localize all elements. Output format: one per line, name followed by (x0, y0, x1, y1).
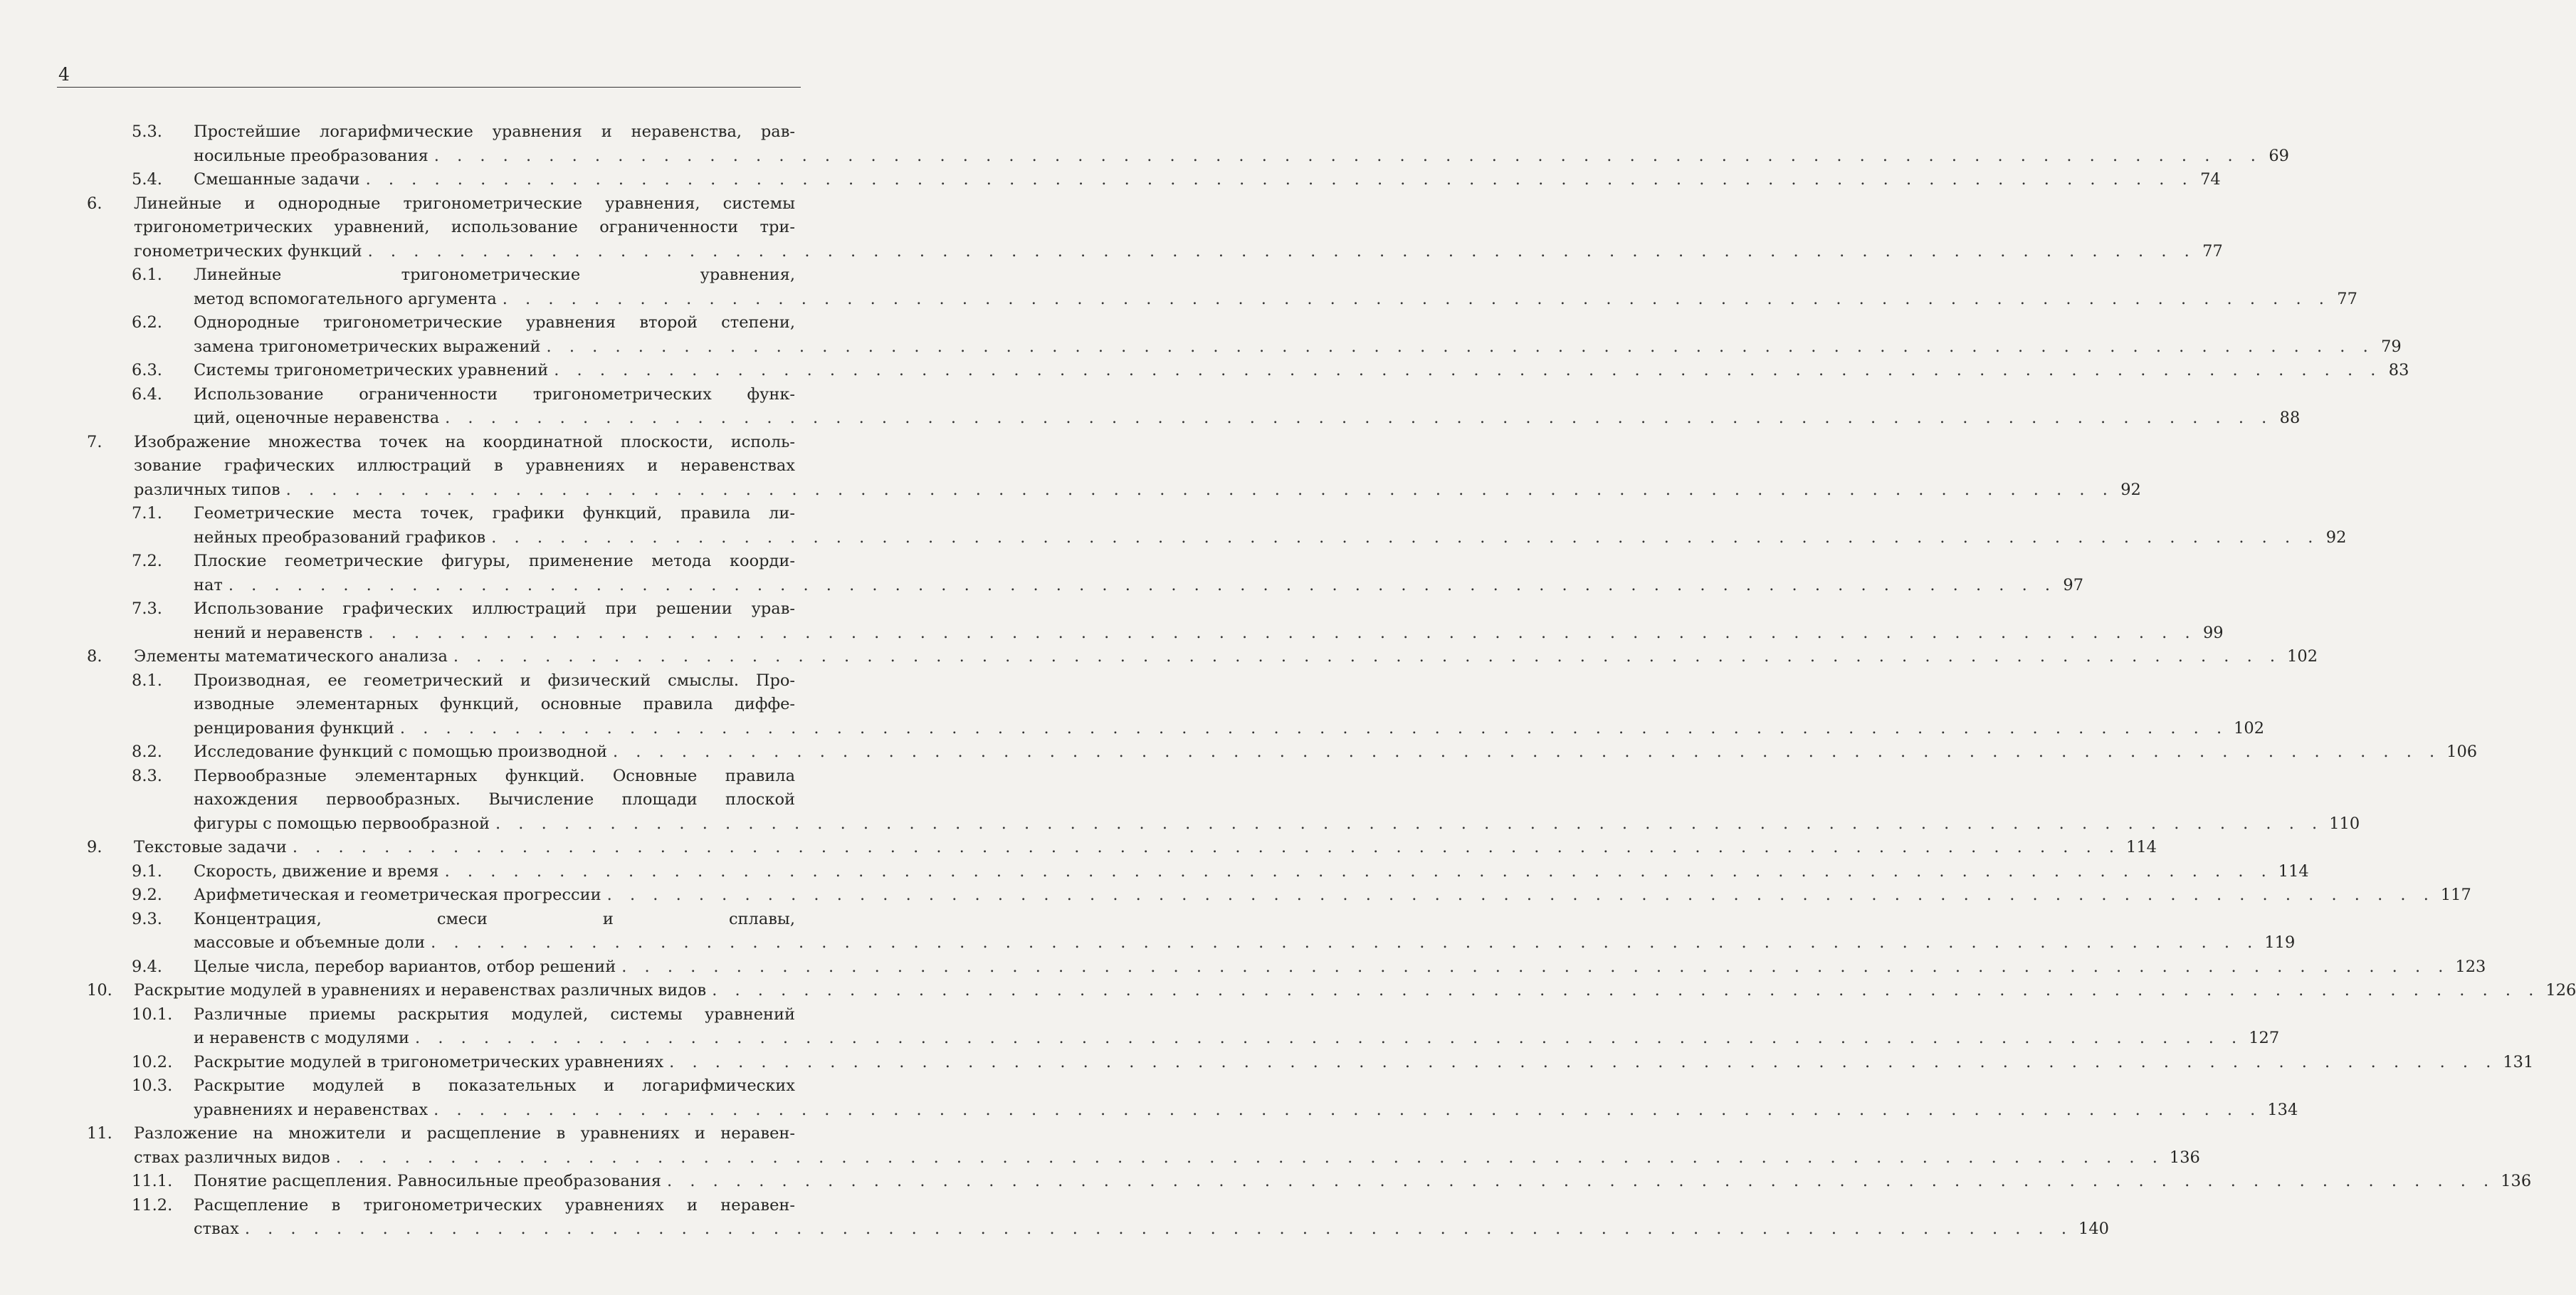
dot-leader: . . . . . . . . . . . . . . . . . . . . . . . . . . . . . . . . . . . . . . . . . . . . . . . . . . . . . . . . . . . . . . . . . . . . . . . . . . . . . . . . (244, 1220, 2073, 1238)
dot-leader: . . . . . . . . . . . . . . . . . . . . . . . . . . . . . . . . . . . . . . . . . . . . . . . . . . . . . . . . . . . . . . . . . . . . . . . . . . . . . . . . (495, 814, 2324, 833)
toc-entry-title: Раскрытие модулей в показательных и логарифмических (194, 1076, 795, 1095)
toc-entry-title: тригонометрических уравнений, использование ограниченности три- (134, 218, 795, 236)
toc-page-number: 114 (2278, 861, 2309, 881)
toc-entry-number: 6.2. (132, 313, 162, 332)
toc-entry-title: Использование графических иллюстраций при решении урав- (194, 599, 795, 618)
toc-entry-title: Смешанные задачи (194, 170, 360, 189)
toc-entry-number: 8.1. (132, 671, 162, 690)
toc-entry-title: метод вспомогательного аргумента (194, 289, 497, 308)
dot-leader: . . . . . . . . . . . . . . . . . . . . . . . . . . . . . . . . . . . . . . . . . . . . . . . . . . . . . . . . . . . . . . . . . . . . . . . . . . . . . . . . (453, 647, 2282, 666)
toc-entry-title: Элементы математического анализа (134, 647, 448, 666)
toc-page-number: 88 (2279, 409, 2301, 427)
toc-entry-title: Разложение на множители и расщепление в уравнениях и неравен- (134, 1124, 795, 1143)
toc-page-number: 136 (2501, 1172, 2532, 1190)
toc-entry-number: 7.3. (132, 599, 162, 618)
dot-leader: . . . . . . . . . . . . . . . . . . . . . . . . . . . . . . . . . . . . . . . . . . . . . . . . . . . . . . . . . . . . . . . . . . . . . . . . . . . . . . . . (292, 838, 2121, 856)
toc-page-number: 92 (2120, 480, 2141, 499)
toc-page-number: 79 (2381, 337, 2402, 356)
toc-entry-title: Первообразные элементарных функций. Основные правила (194, 766, 795, 785)
toc-entry-number: 5.3. (132, 122, 162, 141)
dot-leader: . . . . . . . . . . . . . . . . . . . . . . . . . . . . . . . . . . . . . . . . . . . . . . . . . . . . . . . . . . . . . . . . . . . . . . . . . . . . . . . . (367, 241, 2196, 261)
dot-leader: . . . . . . . . . . . . . . . . . . . . . . . . . . . . . . . . . . . . . . . . . . . . . . . . . . . . . . . . . . . . . . . . . . . . . . . . . . . . . . . . (612, 743, 2441, 761)
toc-page-number: 126 (2545, 981, 2576, 1000)
toc-page-number: 123 (2455, 957, 2486, 976)
toc-entry-title: массовые и объемные доли (194, 933, 426, 952)
toc-entry-title: Простейшие логарифмические уравнения и неравенства, рав- (194, 122, 795, 141)
toc-entry-title: и неравенств с модулями (194, 1029, 410, 1047)
toc-page-number: 99 (2202, 623, 2224, 642)
toc-entry-title: замена тригонометрических выражений (194, 337, 541, 356)
toc-entry-title: Раскрытие модулей в уравнениях и неравенствах различных видов (134, 981, 707, 1000)
dot-leader: . . . . . . . . . . . . . . . . . . . . . . . . . . . . . . . . . . . . . . . . . . . . . . . . . . . . . . . . . . . . . . . . . . . . . . . . . . . . . . . . (491, 528, 2320, 547)
toc-page-number: 119 (2264, 933, 2296, 952)
toc-entry-title: Арифметическая и геометрическая прогрессии (194, 886, 601, 904)
header-rule (57, 87, 801, 88)
toc-entry-number: 7. (87, 432, 102, 451)
dot-leader: . . . . . . . . . . . . . . . . . . . . . . . . . . . . . . . . . . . . . . . . . . . . . . . . . . . . . . . . . . . . . . . . . . . . . . . . . . . . . . . . (502, 289, 2330, 308)
dot-leader: . . . . . . . . . . . . . . . . . . . . . . . . . . . . . . . . . . . . . . . . . . . . . . . . . . . . . . . . . . . . . . . . . . . . . . . . . . . . . . . . (621, 957, 2450, 976)
dot-leader: . . . . . . . . . . . . . . . . . . . . . . . . . . . . . . . . . . . . . . . . . . . . . . . . . . . . . . . . . . . . . . . . . . . . . . . . . . . . . . . . (444, 861, 2273, 881)
toc-entry-title: Концентрация, смеси и сплавы, (194, 909, 795, 928)
toc-entry-title: Исследование функций с помощью производной (194, 743, 607, 761)
page-number: 4 (58, 64, 70, 85)
toc-entry-title: носильные преобразования (194, 146, 429, 165)
toc-page-number: 74 (2200, 170, 2221, 189)
toc-page-number: 136 (2169, 1148, 2200, 1167)
toc-entry-title: зование графических иллюстраций в уравнениях и неравенствах (134, 456, 795, 475)
toc-page-number: 110 (2329, 814, 2360, 833)
toc-entry-title: гонометрических функций (134, 241, 362, 261)
toc-page-number: 77 (2337, 289, 2357, 308)
toc-entry-title: Линейные тригонометрические уравнения, (194, 266, 795, 284)
dot-leader: . . . . . . . . . . . . . . . . . . . . . . . . . . . . . . . . . . . . . . . . . . . . . . . . . . . . . . . . . . . . . . . . . . . . . . . . . . . . . . . . (285, 480, 2114, 499)
dot-leader: . . . . . . . . . . . . . . . . . . . . . . . . . . . . . . . . . . . . . . . . . . . . . . . . . . . . . . . . . . . . . . . . . . . . . . . . . . . . . . . . (335, 1148, 2164, 1167)
toc-entry-number: 11. (87, 1124, 112, 1143)
toc-entry-number: 10.1. (132, 1005, 173, 1024)
toc-entry-title: Линейные и однородные тригонометрические уравнения, системы (134, 194, 795, 213)
toc-entry-number: 10. (87, 981, 112, 1000)
toc-entry-number: 11.1. (132, 1172, 173, 1190)
toc-page-number: 134 (2267, 1100, 2298, 1119)
toc-entry-title: нейных преобразований графиков (194, 528, 486, 547)
toc-page-number: 77 (2202, 241, 2223, 261)
toc-page-number: 102 (2287, 647, 2318, 666)
toc-entry-title: Текстовые задачи (134, 838, 287, 856)
toc-page-number: 83 (2388, 361, 2409, 379)
toc-entry-number: 5.4. (132, 170, 162, 189)
toc-entry-number: 9.3. (132, 909, 162, 928)
toc-entry-title: нахождения первообразных. Вычисление площади плоской (194, 790, 795, 809)
toc-entry-title: Плоские геометрические фигуры, применение метода коорди- (194, 552, 795, 570)
dot-leader: . . . . . . . . . . . . . . . . . . . . . . . . . . . . . . . . . . . . . . . . . . . . . . . . . . . . . . . . . . . . . . . . . . . . . . . . . . . . . . . . (445, 409, 2273, 427)
toc-entry-title: различных типов (134, 480, 280, 499)
dot-leader: . . . . . . . . . . . . . . . . . . . . . . . . . . . . . . . . . . . . . . . . . . . . . . . . . . . . . . . . . . . . . . . . . . . . . . . . . . . . . . . . (228, 575, 2057, 594)
toc-page-number: 69 (2269, 146, 2289, 165)
toc-entry-title: Раскрытие модулей в тригонометрических уравнениях (194, 1052, 664, 1071)
dot-leader: . . . . . . . . . . . . . . . . . . . . . . . . . . . . . . . . . . . . . . . . . . . . . . . . . . . . . . . . . . . . . . . . . . . . . . . . . . . . . . . . (546, 337, 2375, 356)
toc-entry-title: Целые числа, перебор вариантов, отбор решений (194, 957, 616, 976)
toc-page-number: 92 (2325, 528, 2347, 547)
toc-entry-number: 10.3. (132, 1076, 173, 1095)
dot-leader: . . . . . . . . . . . . . . . . . . . . . . . . . . . . . . . . . . . . . . . . . . . . . . . . . . . . . . . . . . . . . . . . . . . . . . . . . . . . . . . . (433, 146, 2262, 165)
toc-entry-title: ствах различных видов (134, 1148, 330, 1167)
toc-entry-title: Понятие расщепления. Равносильные преобразования (194, 1172, 662, 1190)
toc-page-number: 97 (2063, 575, 2084, 594)
dot-leader: . . . . . . . . . . . . . . . . . . . . . . . . . . . . . . . . . . . . . . . . . . . . . . . . . . . . . . . . . . . . . . . . . . . . . . . . . . . . . . . . (431, 933, 2259, 952)
toc-entry-title: уравнениях и неравенствах (194, 1100, 429, 1119)
toc-entry-title: Различные приемы раскрытия модулей, системы уравнений (194, 1005, 795, 1024)
dot-leader: . . . . . . . . . . . . . . . . . . . . . . . . . . . . . . . . . . . . . . . . . . . . . . . . . . . . . . . . . . . . . . . . . . . . . . . . . . . . . . . . (368, 623, 2197, 642)
toc-entry-number: 8. (87, 647, 102, 666)
toc-entry-number: 9. (87, 838, 102, 856)
toc-entry-title: Использование ограниченности тригонометрических функ- (194, 384, 795, 404)
toc-entry-title: фигуры с помощью первообразной (194, 814, 490, 833)
toc-page-number: 114 (2126, 838, 2157, 856)
toc-entry-title: Системы тригонометрических уравнений (194, 361, 549, 379)
toc-entry-title: ренцирования функций (194, 718, 394, 738)
toc-page-number: 106 (2446, 743, 2478, 761)
toc-entry-title: нат (194, 575, 223, 594)
toc-entry-number: 9.4. (132, 957, 162, 976)
toc-page-number: 131 (2503, 1052, 2534, 1071)
dot-leader: . . . . . . . . . . . . . . . . . . . . . . . . . . . . . . . . . . . . . . . . . . . . . . . . . . . . . . . . . . . . . . . . . . . . . . . . . . . . . . . . (712, 981, 2540, 1000)
toc-entry-number: 6.3. (132, 361, 162, 379)
toc-page-number: 117 (2440, 886, 2471, 904)
toc-entry-number: 6.4. (132, 384, 162, 404)
toc-entry-number: 7.2. (132, 552, 162, 570)
toc-page-number: 102 (2234, 718, 2265, 738)
toc-entry-title: Геометрические места точек, графики функций, правила ли- (194, 504, 795, 523)
toc-entry-number: 10.2. (132, 1052, 173, 1071)
toc-page-number: 140 (2078, 1220, 2109, 1238)
dot-leader: . . . . . . . . . . . . . . . . . . . . . . . . . . . . . . . . . . . . . . . . . . . . . . . . . . . . . . . . . . . . . . . . . . . . . . . . . . . . . . . . (606, 886, 2435, 904)
toc-entry-number: 8.3. (132, 766, 162, 785)
toc-entry-number: 9.2. (132, 886, 162, 904)
dot-leader: . . . . . . . . . . . . . . . . . . . . . . . . . . . . . . . . . . . . . . . . . . . . . . . . . . . . . . . . . . . . . . . . . . . . . . . . . . . . . . . . (365, 170, 2194, 189)
toc-entry-number: 6. (87, 194, 102, 213)
toc-entry-number: 7.1. (132, 504, 162, 523)
dot-leader: . . . . . . . . . . . . . . . . . . . . . . . . . . . . . . . . . . . . . . . . . . . . . . . . . . . . . . . . . . . . . . . . . . . . . . . . . . . . . . . . (415, 1029, 2244, 1047)
toc-entry-number: 8.2. (132, 743, 162, 761)
toc-entry-title: Изображение множества точек на координатной плоскости, исполь- (134, 432, 795, 451)
toc-entry-title: Однородные тригонометрические уравнения второй степени, (194, 313, 795, 332)
toc-entry-title: Расщепление в тригонометрических уравнениях и неравен- (194, 1195, 795, 1215)
toc-entry-title: Производная, ее геометрический и физический смыслы. Про- (194, 671, 795, 690)
dot-leader: . . . . . . . . . . . . . . . . . . . . . . . . . . . . . . . . . . . . . . . . . . . . . . . . . . . . . . . . . . . . . . . . . . . . . . . . . . . . . . . . (667, 1172, 2496, 1190)
toc-entry-title: ствах (194, 1220, 239, 1238)
toc-entry-title: Скорость, движение и время (194, 861, 439, 881)
dot-leader: . . . . . . . . . . . . . . . . . . . . . . . . . . . . . . . . . . . . . . . . . . . . . . . . . . . . . . . . . . . . . . . . . . . . . . . . . . . . . . . . (433, 1100, 2262, 1119)
toc-entry-title: нений и неравенств (194, 623, 363, 642)
dot-leader: . . . . . . . . . . . . . . . . . . . . . . . . . . . . . . . . . . . . . . . . . . . . . . . . . . . . . . . . . . . . . . . . . . . . . . . . . . . . . . . . (399, 718, 2229, 738)
toc-entry-number: 11.2. (132, 1195, 173, 1215)
toc-entry-title: ций, оценочные неравенства (194, 409, 440, 427)
toc-entry-number: 6.1. (132, 266, 162, 284)
toc-page-number: 127 (2249, 1029, 2280, 1047)
dot-leader: . . . . . . . . . . . . . . . . . . . . . . . . . . . . . . . . . . . . . . . . . . . . . . . . . . . . . . . . . . . . . . . . . . . . . . . . . . . . . . . . (554, 361, 2382, 379)
dot-leader: . . . . . . . . . . . . . . . . . . . . . . . . . . . . . . . . . . . . . . . . . . . . . . . . . . . . . . . . . . . . . . . . . . . . . . . . . . . . . . . . (669, 1052, 2498, 1071)
toc-entry-number: 9.1. (132, 861, 162, 881)
toc-entry-title: изводные элементарных функций, основные правила диффе- (194, 695, 795, 713)
